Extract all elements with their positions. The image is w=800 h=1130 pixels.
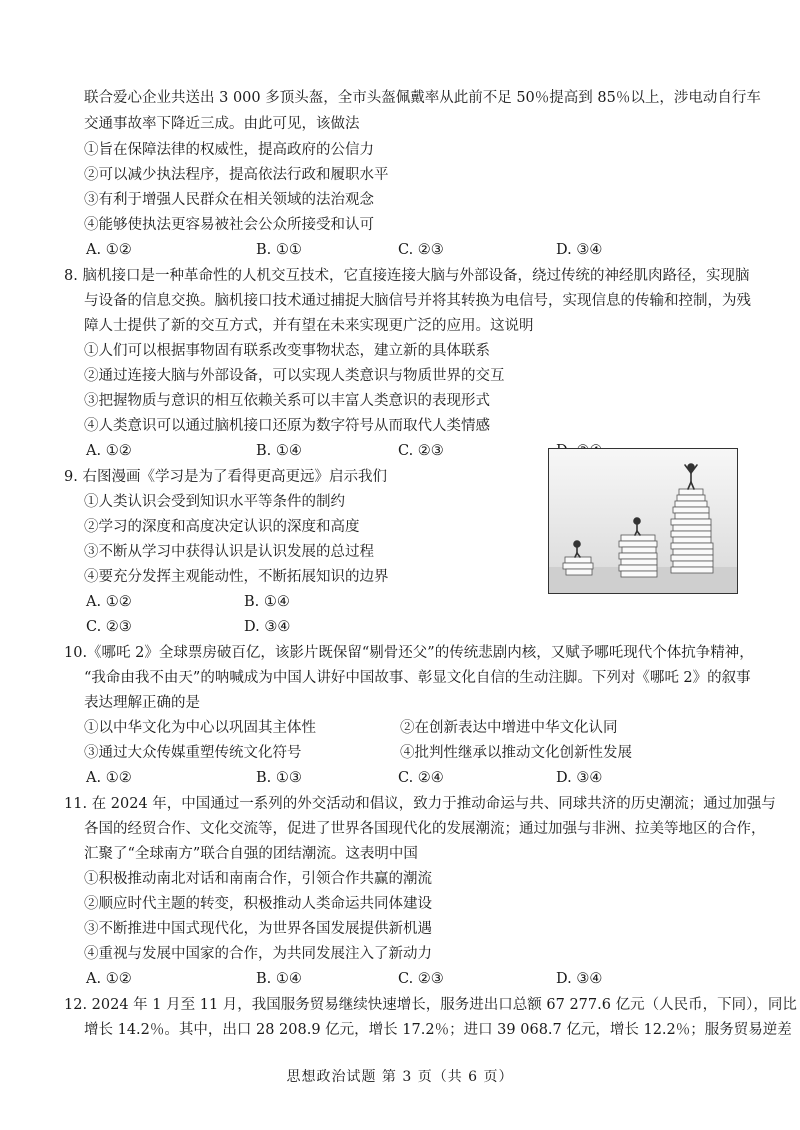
q11-stem-line-1: 11. 在 2024 年，中国通过一系列的外交活动和倡议，致力于推动命运与共、同球共济的历史潮流；通过加强与 — [64, 796, 776, 812]
q10-statement-1: ①以中华文化为中心以巩固其主体性 — [84, 720, 316, 736]
q7-statement-4: ④能够使执法更容易被社会公众所接受和认可 — [84, 217, 374, 233]
cartoon-illustration — [548, 448, 738, 594]
q10-statement-4: ④批判性继承以推动文化创新性发展 — [400, 745, 632, 761]
q9-option-b: B. ①④ — [244, 594, 290, 610]
q8-statement-3: ③把握物质与意识的相互依赖关系可以丰富人类意识的表现形式 — [84, 393, 490, 409]
q11-stem-line-3: 汇聚了“全球南方”联合自强的团结潮流。这表明中国 — [84, 846, 418, 862]
q8-stem-line-1: 8. 脑机接口是一种革命性的人机交互技术，它直接连接大脑与外部设备，绕过传统的神经肌肉路径，实现脑 — [64, 268, 750, 284]
q11-statement-2: ②顺应时代主题的转变，积极推动人类命运共同体建设 — [84, 896, 432, 912]
q8-stem-line-3: 障人士提供了新的交互方式，并有望在未来实现更广泛的应用。这说明 — [84, 318, 534, 334]
q7-statement-2: ②可以减少执法程序，提高依法行政和履职水平 — [84, 167, 389, 183]
q11-statement-3: ③不断推进中国式现代化，为世界各国发展提供新机遇 — [84, 921, 432, 937]
q10-option-c: C. ②④ — [398, 770, 444, 786]
q10-option-b: B. ①③ — [256, 770, 302, 786]
q8-option-c: C. ②③ — [398, 443, 444, 459]
q8-stem-line-2: 与设备的信息交换。脑机接口技术通过捕捉大脑信号并将其转换为电信号，实现信息的传输和控制，为残 — [84, 293, 751, 309]
q7-statement-1: ①旨在保障法律的权威性，提高政府的公信力 — [84, 142, 374, 158]
q12-stem-line-2: 增长 14.2％。其中，出口 28 208.9 亿元，增长 17.2％；进口 39 068.7 亿元，增长 12.2％；服务贸易逆差 — [84, 1022, 792, 1038]
q7-option-a: A. ①② — [86, 242, 132, 258]
q7-statement-3: ③有利于增强人民群众在相关领域的法治观念 — [84, 192, 374, 208]
q9-statement-2: ②学习的深度和高度决定认识的深度和高度 — [84, 519, 360, 535]
page-footer: 思想政治试题 第 3 页（共 6 页） — [286, 1069, 514, 1085]
q9-statement-3: ③不断从学习中获得认识是认识发展的总过程 — [84, 544, 374, 560]
q10-stem-line-3: 表达理解正确的是 — [84, 695, 200, 711]
q11-statement-1: ①积极推动南北对话和南南合作，引领合作共赢的潮流 — [84, 871, 432, 887]
q11-option-d: D. ③④ — [556, 971, 603, 987]
q9-stem: 9. 右图漫画《学习是为了看得更高更远》启示我们 — [64, 469, 387, 485]
q11-option-a: A. ①② — [86, 971, 132, 987]
q8-statement-1: ①人们可以根据事物固有联系改变事物状态，建立新的具体联系 — [84, 343, 490, 359]
q7-stem-line-1: 联合爱心企业共送出 3 000 多顶头盔，全市头盔佩戴率从此前不足 50％提高到 85％以上，涉电动自行车 — [84, 90, 761, 106]
q11-stem-line-2: 各国的经贸合作、文化交流等，促进了世界各国现代化的发展潮流；通过加强与非洲、拉美等地区的合作， — [84, 821, 766, 837]
q9-option-c: C. ②③ — [86, 619, 132, 635]
q9-statement-1: ①人类认识会受到知识水平等条件的制约 — [84, 494, 345, 510]
q7-option-c: C. ②③ — [398, 242, 444, 258]
q8-option-b: B. ①④ — [256, 443, 302, 459]
q8-statement-4: ④人类意识可以通过脑机接口还原为数字符号从而取代人类情感 — [84, 418, 490, 434]
q9-option-d: D. ③④ — [244, 619, 291, 635]
q8-option-a: A. ①② — [86, 443, 132, 459]
q7-option-d: D. ③④ — [556, 242, 603, 258]
q11-option-b: B. ①④ — [256, 971, 302, 987]
q9-option-a: A. ①② — [86, 594, 132, 610]
q10-statement-3: ③通过大众传媒重塑传统文化符号 — [84, 745, 302, 761]
q12-stem-line-1: 12. 2024 年 1 月至 11 月，我国服务贸易继续快速增长，服务进出口总额 67 277.6 亿元（人民币，下同），同比 — [64, 997, 797, 1013]
q10-statement-2: ②在创新表达中增进中华文化认同 — [400, 720, 618, 736]
q10-stem-line-2: “我命由我不由天”的呐喊成为中国人讲好中国故事、彰显文化自信的生动注脚。下列对《哪吒 2》的叙事 — [84, 670, 751, 686]
q7-stem-line-2: 交通事故率下降近三成。由此可见，该做法 — [84, 116, 360, 132]
q7-option-b: B. ①① — [256, 242, 302, 258]
q10-stem-line-1: 10.《哪吒 2》全球票房破百亿，该影片既保留“剔骨还父”的传统悲剧内核，又赋予哪吒现代个体抗争精神， — [64, 645, 754, 661]
q11-statement-4: ④重视与发展中国家的合作，为共同发展注入了新动力 — [84, 946, 432, 962]
q10-option-a: A. ①② — [86, 770, 132, 786]
q9-statement-4: ④要充分发挥主观能动性，不断拓展知识的边界 — [84, 569, 389, 585]
q10-option-d: D. ③④ — [556, 770, 603, 786]
q8-statement-2: ②通过连接大脑与外部设备，可以实现人类意识与物质世界的交互 — [84, 368, 505, 384]
q11-option-c: C. ②③ — [398, 971, 444, 987]
